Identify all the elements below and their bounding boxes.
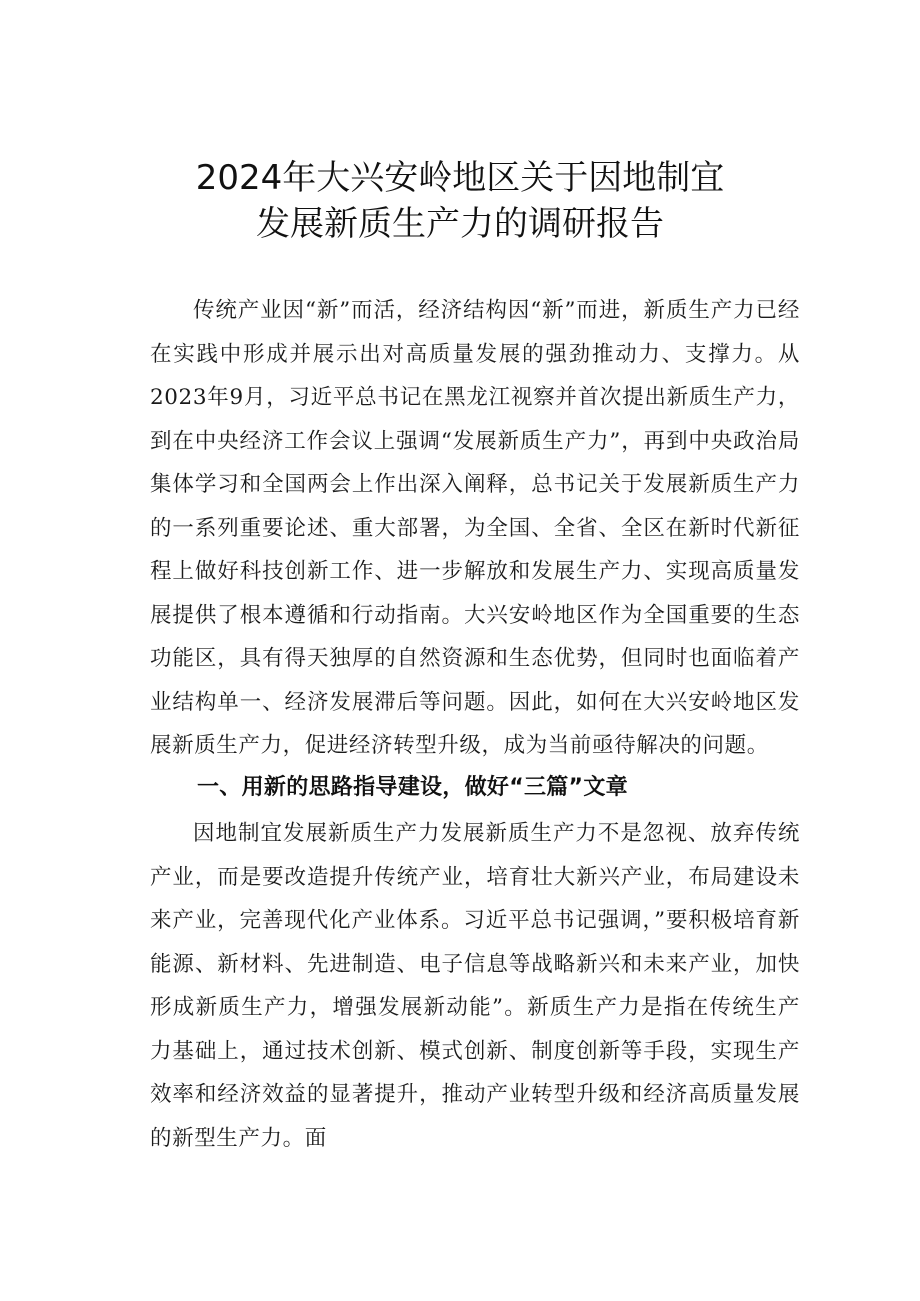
- document-title-line-2: 发展新质生产力的调研报告: [256, 204, 664, 244]
- section-1-paragraph: 因地制宜发展新质生产力发展新质生产力不是忽视、放弃传统产业，而是要改造提升传统产业，培育壮大新兴产业，布局建设未来产业，完善现代化产业体系。习近平总书记强调，”要积极培育新能源、新材料、先进制造、电子信息等战略新兴和未来产业，加快形成新质生产力，增强发展新动能”。新质生产力是指在传统生产力基础上，通过技术创新、模式创新、制度创新等手段，实现生产效率和经济效益的显著提升，推动产业转型升级和经济高质量发展的新型生产力。面: [150, 821, 800, 1151]
- document-title-line-1: 2024年大兴安岭地区关于因地制宜: [195, 158, 725, 198]
- intro-paragraph: 传统产业因“新”而活，经济结构因“新”而进，新质生产力已经在实践中形成并展示出对高质量发展的强劲推动力、支撑力。从2023年9月，习近平总书记在黑龙江视察并首次提出新质生产力，到在中央经济工作会议上强调“发展新质生产力”，再到中央政治局集体学习和全国两会上作出深入阐释，总书记关于发展新质生产力的一系列重要论述、重大部署，为全国、全省、全区在新时代新征程上做好科技创新工作、进一步解放和发展生产力、实现高质量发展提供了根本遵循和行动指南。大兴安岭地区作为全国重要的生态功能区，具有得天独厚的自然资源和生态优势，但同时也面临着产业结构单一、经济发展滞后等问题。因此，如何在大兴安岭地区发展新质生产力，促进经济转型升级，成为当前亟待解决的问题。: [150, 298, 800, 758]
- section-1-heading: 一、用新的思路指导建设，做好“三篇”文章: [197, 775, 628, 800]
